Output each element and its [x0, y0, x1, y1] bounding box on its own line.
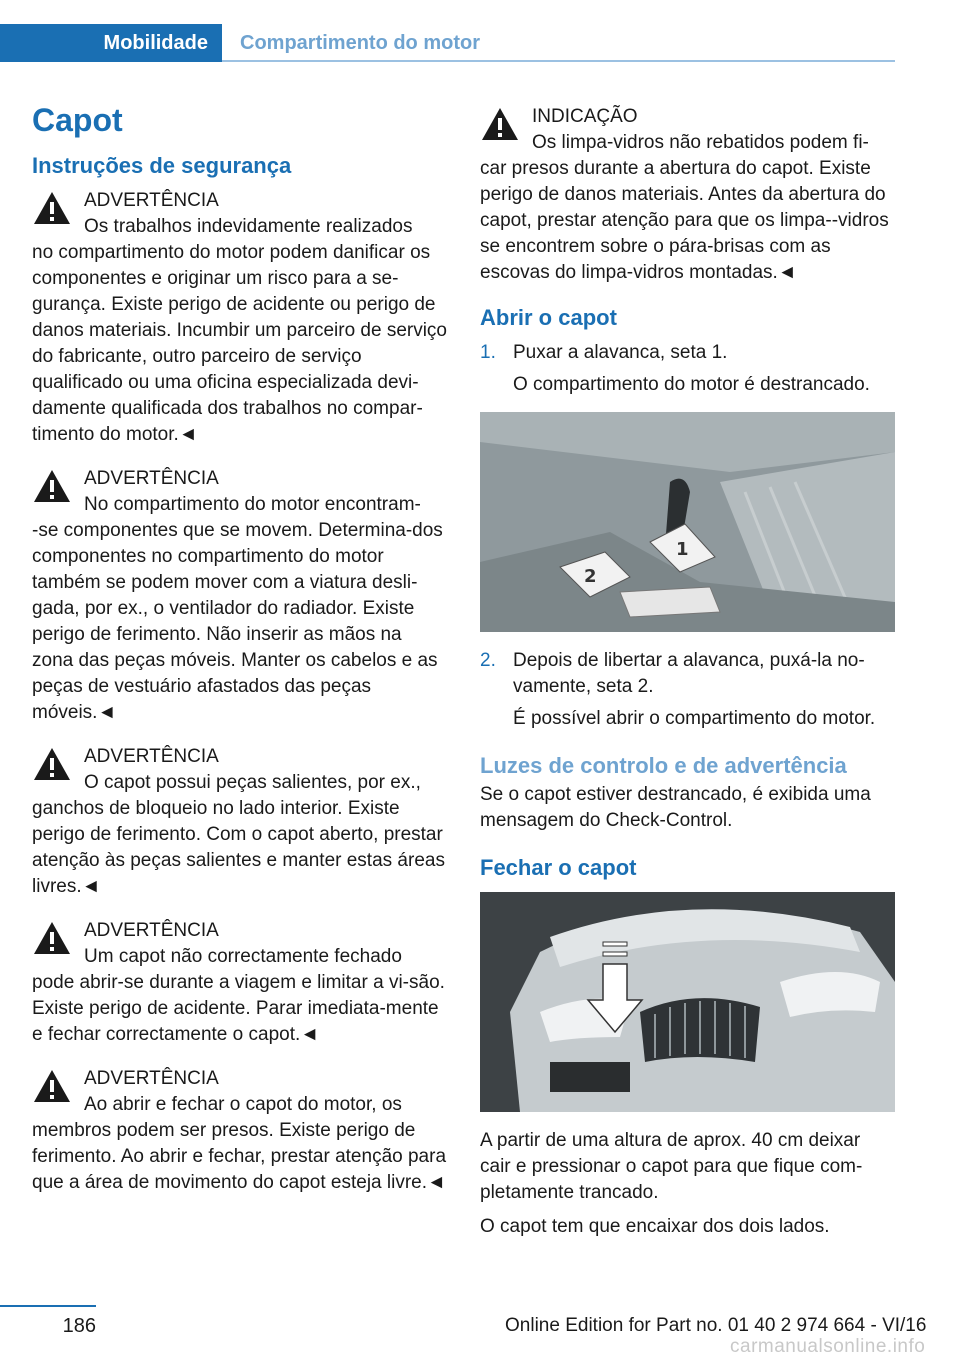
warning-text: no compartimento do motor podem danificar os componentes e originar um risco para a se-gurança. Existe perigo de acidente ou perigo de danos materiais. Incumbir um parceiro de serviço do fabricante, outro parceiro de serviço qualificado ou uma oficina especializada devi-damente qualificada dos trabalhos no compar-timento do motor.◄	[32, 242, 448, 445]
header-divider	[222, 60, 895, 62]
warning-text: ganchos de bloqueio no lado interior. Existe perigo de ferimento. Com o capot aberto, prestar atenção às peças salientes e manter estas áreas livres.◄	[32, 798, 445, 897]
chapter-tab: Compartimento do motor	[240, 32, 480, 54]
step-number: 2.	[480, 650, 496, 671]
notice-block	[480, 104, 895, 286]
warning-text-first: No compartimento do motor encontram-	[84, 494, 421, 515]
hood-lever-image	[480, 412, 895, 632]
page-title: Capot	[32, 102, 123, 138]
page-number: 186	[62, 1315, 96, 1337]
step-item	[480, 648, 895, 732]
close-hood-heading: Fechar o capot	[480, 855, 637, 880]
edition-text: Online Edition for Part no. 01 40 2 974 664 - VI/16	[505, 1315, 927, 1336]
warning-label: ADVERTÊNCIA	[84, 746, 219, 767]
warning-triangle-icon	[32, 1068, 72, 1104]
notice-label: INDICAÇÃO	[532, 106, 638, 127]
warning-block	[32, 744, 447, 900]
warning-label: ADVERTÊNCIA	[84, 468, 219, 489]
lamps-heading: Luzes de controlo e de advertência	[480, 753, 847, 778]
notice-text: car presos durante a abertura do capot. Existe perigo de danos materiais. Antes da abertura do capot, prestar atenção para que os limpa--vidros se encontrem sobre o pára-brisas com as escovas do limpa-vidros montadas.◄	[480, 158, 889, 283]
hood-closing-illustration	[480, 892, 895, 1112]
warning-block	[32, 918, 447, 1048]
warning-triangle-icon	[32, 746, 72, 782]
warning-triangle-icon	[32, 190, 72, 226]
warning-triangle-icon	[32, 468, 72, 504]
open-hood-heading: Abrir o capot	[480, 305, 617, 330]
warning-text-first: O capot possui peças salientes, por ex.,	[84, 772, 421, 793]
step-note: O compartimento do motor é destrancado.	[513, 374, 870, 395]
hood-lever-illustration	[480, 412, 895, 632]
step-note: É possível abrir o compartimento do motor.	[513, 708, 876, 729]
footer-divider	[0, 1305, 96, 1307]
section-tab: Mobilidade	[0, 24, 222, 62]
warning-label: ADVERTÊNCIA	[84, 1068, 219, 1089]
warning-block	[32, 188, 447, 448]
close-text-1: A partir de uma altura de aprox. 40 cm deixar cair e pressionar o capot para que fique com-pletamente trancado.	[480, 1130, 863, 1203]
warning-label: ADVERTÊNCIA	[84, 190, 219, 211]
warning-text: pode abrir-se durante a viagem e limitar a vi-são. Existe perigo de acidente. Parar imediata-mente e fechar correctamente o capot.◄	[32, 972, 445, 1045]
warning-triangle-icon	[32, 920, 72, 956]
step-text: Puxar a alavanca, seta 1.	[513, 342, 728, 363]
svg-text:2: 2	[584, 566, 597, 587]
notice-text-first: Os limpa-vidros não rebatidos podem fi-	[532, 132, 869, 153]
step-item	[480, 340, 895, 398]
warning-block	[32, 1066, 447, 1196]
warning-text-first: Os trabalhos indevidamente realizados	[84, 216, 413, 237]
watermark: carmanualsonline.info	[730, 1336, 926, 1357]
close-text-2: O capot tem que encaixar dos dois lados.	[480, 1216, 830, 1237]
hood-closing-image	[480, 892, 895, 1112]
step-number: 1.	[480, 342, 496, 363]
left-column	[32, 92, 447, 1214]
warning-text: -se componentes que se movem. Determina-dos componentes no compartimento do motor também se podem mover com a viatura desli-gada, por ex., o ventilador do radiador. Existe perigo de ferimento. Não inserir as mãos na zona das peças móveis. Manter os cabelos e as peças de vestuário afastados das peças móveis.◄	[32, 520, 443, 723]
lamps-text: Se o capot estiver destrancado, é exibida uma mensagem do Check-Control.	[480, 784, 871, 831]
page-header	[0, 24, 895, 62]
step-text: Depois de libertar a alavanca, puxá-la no-vamente, seta 2.	[513, 650, 865, 697]
svg-text:1: 1	[676, 539, 689, 560]
warning-block	[32, 466, 447, 726]
warning-text-first: Um capot não correctamente fechado	[84, 946, 402, 967]
safety-heading: Instruções de segurança	[32, 153, 292, 178]
warning-triangle-icon	[480, 106, 520, 142]
right-column	[480, 104, 895, 1248]
warning-label: ADVERTÊNCIA	[84, 920, 219, 941]
warning-text-first: Ao abrir e fechar o capot do motor, os	[84, 1094, 402, 1115]
warning-text: membros podem ser presos. Existe perigo de ferimento. Ao abrir e fechar, prestar atenção para que a área de movimento do capot esteja livre.◄	[32, 1120, 447, 1193]
